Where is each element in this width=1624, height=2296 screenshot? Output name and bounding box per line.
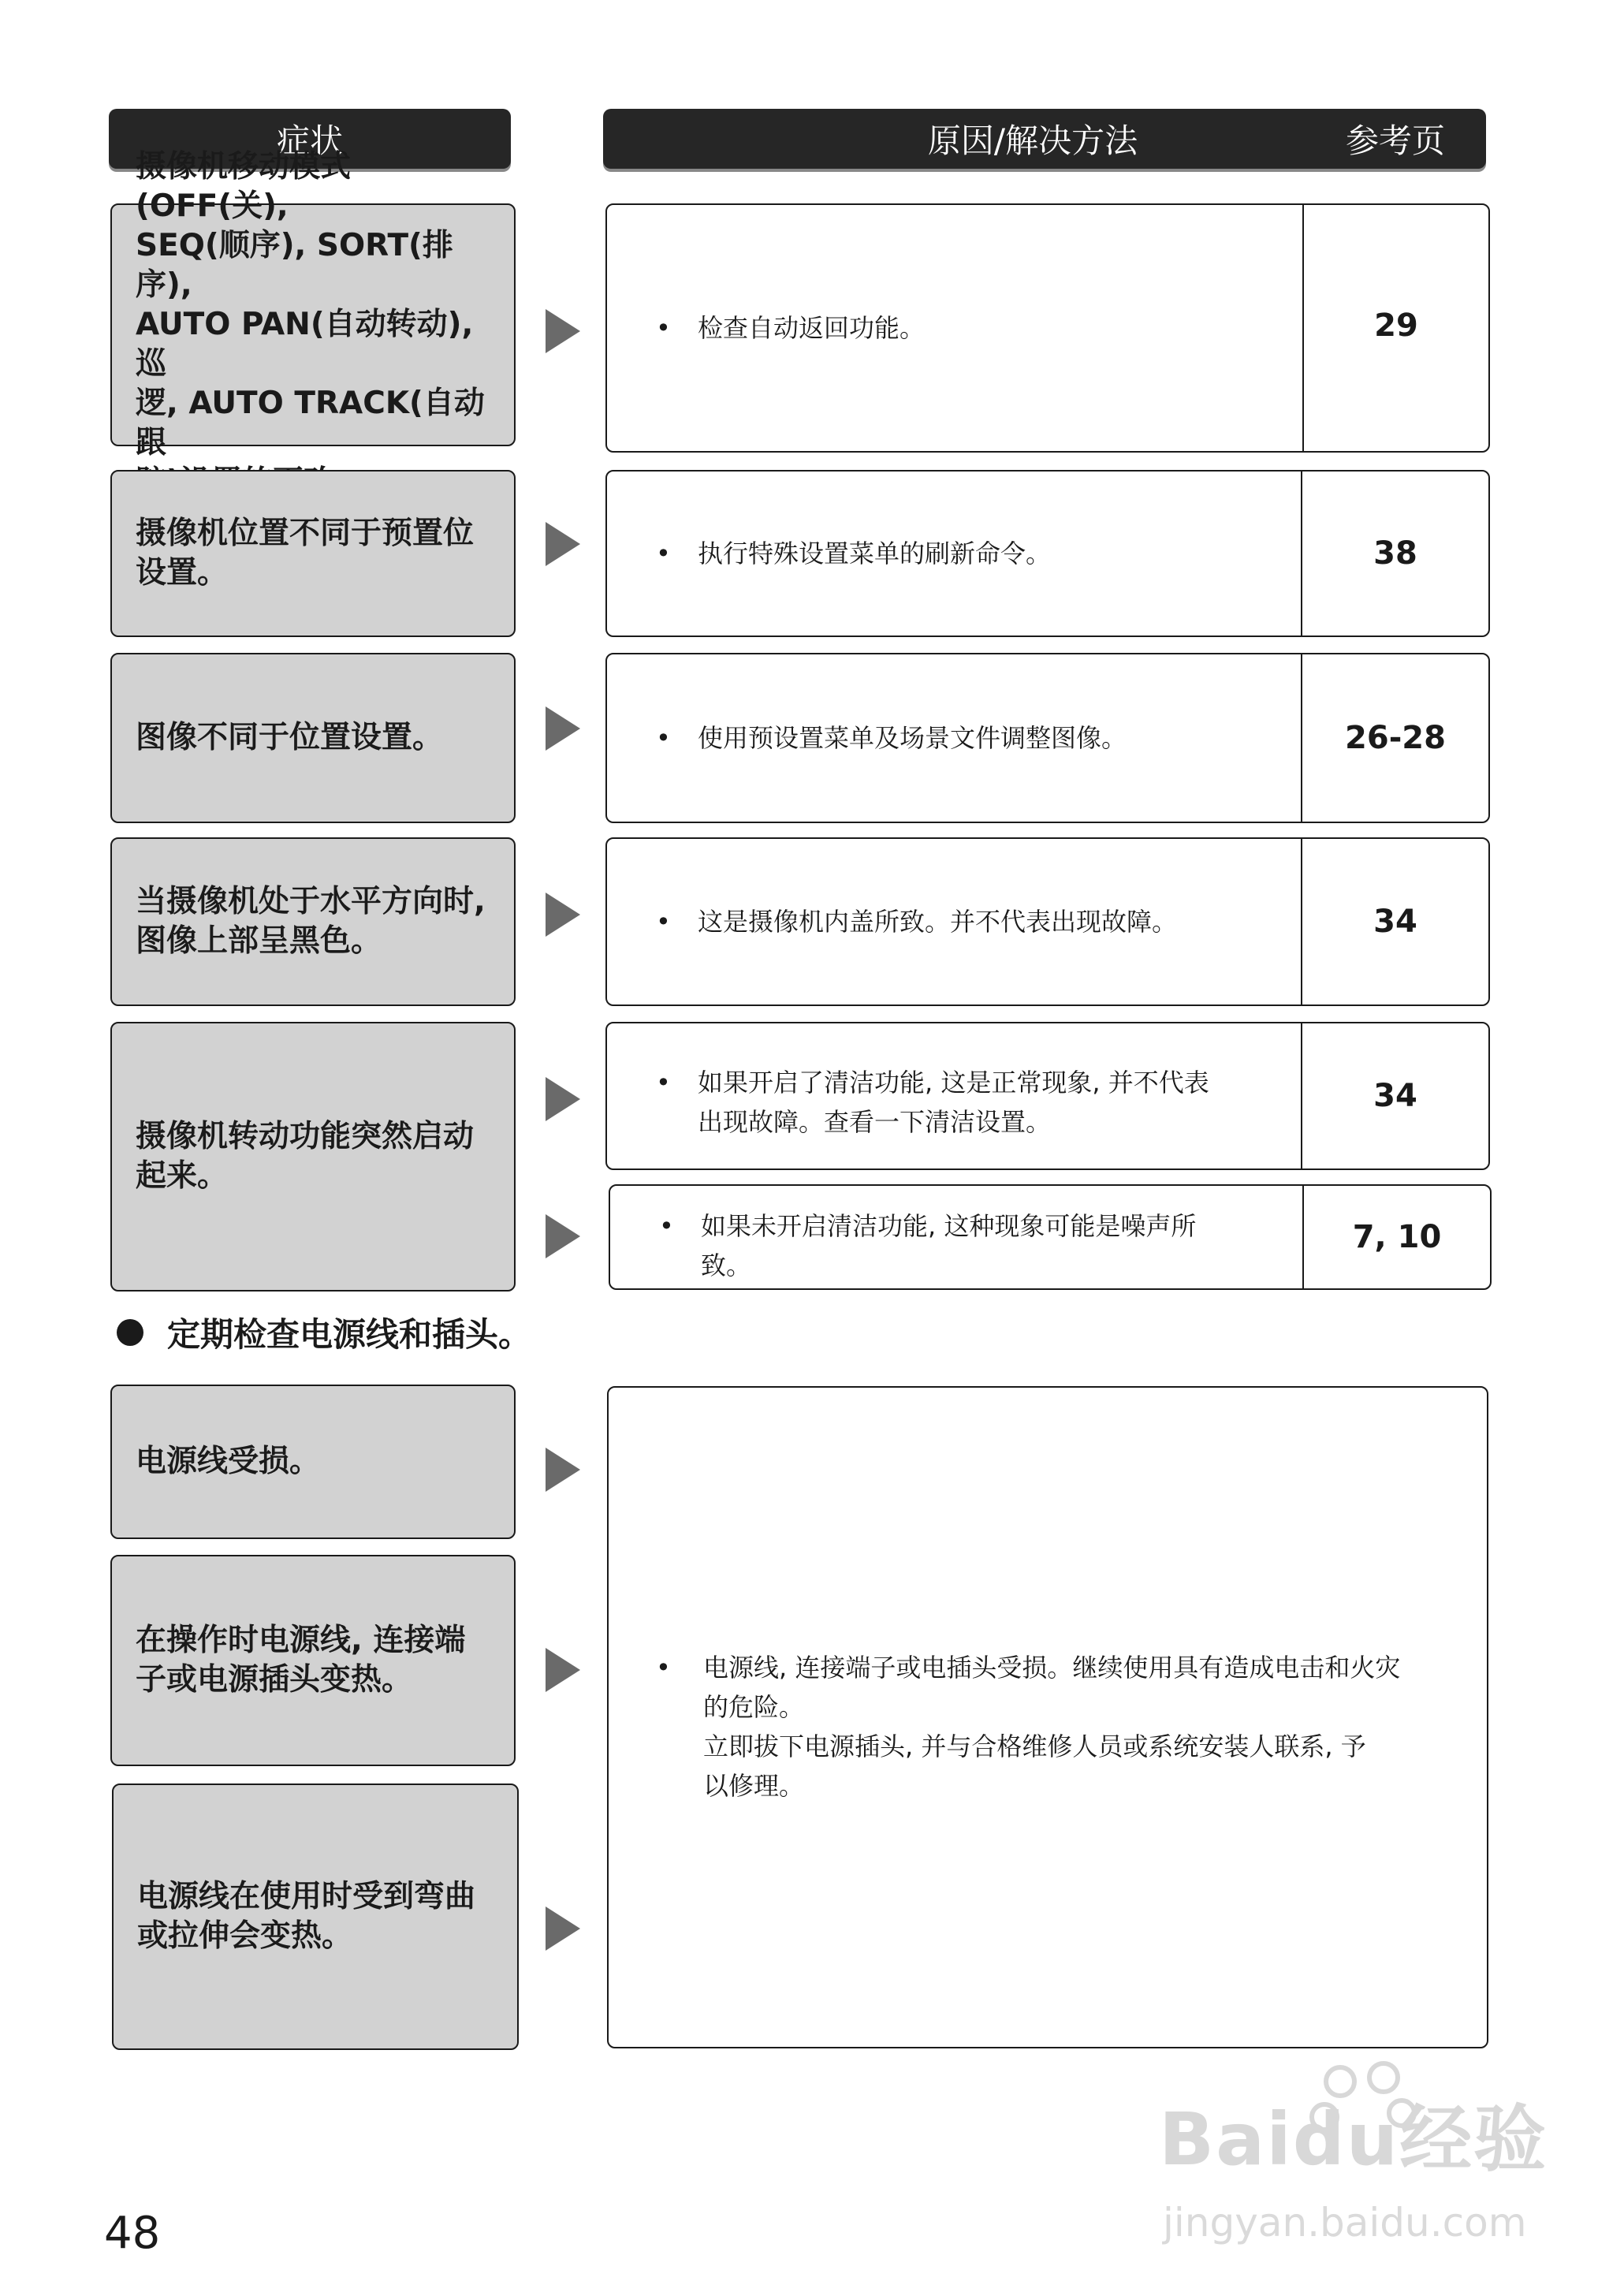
arrow-right-icon — [546, 309, 580, 353]
power-cause-box — [607, 1386, 1488, 2048]
symptom-line: 电源线在使用时受到弯曲 — [137, 1879, 476, 1914]
bullet-icon: • — [656, 1068, 671, 1098]
symptom-box — [110, 1022, 516, 1292]
cause-cell — [610, 1186, 1302, 1288]
cause-text — [654, 1063, 1209, 1142]
cause-box — [605, 470, 1490, 637]
section-title: 定期检查电源线和插头。 — [167, 1315, 532, 1354]
symptom-line: 摄像机位置不同于预置位 — [136, 516, 475, 551]
cause-line: 以修理。 — [703, 1771, 805, 1801]
cause-box — [605, 653, 1490, 823]
cause-text — [657, 1206, 1196, 1285]
cause-line: 的危险。 — [703, 1692, 805, 1722]
arrow-right-icon — [546, 1077, 580, 1121]
watermark-logo: Baidu经验 — [1159, 2097, 1548, 2182]
cause-cell — [607, 654, 1301, 822]
cause-cell — [607, 839, 1301, 1004]
watermark-url: jingyan.baidu.com — [1163, 2200, 1527, 2246]
symptom-box — [112, 1784, 519, 2050]
cause-line: 如果未开启清洁功能, 这种现象可能是噪声所 — [701, 1211, 1197, 1241]
bullet-icon: • — [656, 539, 671, 568]
bullet-icon: • — [656, 313, 671, 343]
symptom-line: AUTO PAN(自动转动), 巡 — [136, 307, 474, 382]
symptom-line: 图像上部呈黑色。 — [136, 923, 382, 959]
cause-text: 这是摄像机内盖所致。并不代表出现故障。 — [698, 907, 1178, 937]
ref-cell: 29 — [1302, 205, 1488, 451]
arrow-right-icon — [546, 893, 580, 937]
cause-box — [609, 1184, 1492, 1290]
arrow-right-icon — [546, 1214, 580, 1258]
symptom-box — [110, 470, 516, 637]
section-heading — [117, 1309, 531, 1356]
symptom-line: 或拉伸会变热。 — [137, 1918, 353, 1954]
arrow-right-icon — [546, 1648, 580, 1692]
cause-cell — [607, 472, 1301, 636]
ref-cell: 34 — [1301, 1023, 1488, 1168]
arrow-right-icon — [546, 1448, 580, 1492]
symptom-line: 摄像机转动功能突然启动 — [136, 1119, 475, 1154]
ref-header-label: 参考页 — [1345, 121, 1445, 160]
bullet-icon: • — [656, 1653, 671, 1683]
ref-cell: 38 — [1301, 472, 1488, 636]
symptom-line: 图像不同于位置设置。 — [136, 720, 444, 755]
symptom-line: 起来。 — [136, 1158, 229, 1194]
cause-box — [605, 1022, 1490, 1170]
cause-line: 出现故障。查看一下清洁设置。 — [698, 1107, 1052, 1137]
symptom-box — [110, 149, 516, 460]
symptom-line: 设置。 — [136, 555, 229, 591]
symptom-box — [110, 653, 516, 823]
symptom-box — [110, 837, 516, 1006]
cause-header-label: 原因/解决方法 — [927, 121, 1138, 160]
ref-cell: 7, 10 — [1302, 1186, 1490, 1288]
ref-cell: 34 — [1301, 839, 1488, 1004]
cause-box — [605, 203, 1490, 453]
arrow-right-icon — [546, 1906, 580, 1951]
arrow-right-icon — [546, 522, 580, 566]
bullet-icon: • — [659, 1211, 674, 1241]
symptom-line: 逻, AUTO TRACK(自动跟 — [136, 386, 485, 460]
cause-box — [605, 837, 1490, 1006]
bullet-icon: • — [656, 907, 671, 937]
cause-cell — [607, 1023, 1301, 1168]
cause-line: 电源线, 连接端子或电插头受损。继续使用具有造成电击和火灾 — [703, 1653, 1401, 1683]
cause-text: 检查自动返回功能。 — [698, 313, 926, 343]
symptom-line: 子或电源插头变热。 — [136, 1662, 413, 1698]
cause-cell — [607, 205, 1302, 451]
symptom-line: 当摄像机处于水平方向时, — [136, 884, 486, 919]
symptom-line: 在操作时电源线, 连接端 — [136, 1623, 466, 1658]
bullet-icon: • — [656, 723, 671, 753]
power-cause-text — [703, 1648, 1460, 1806]
page-number: 48 — [104, 2208, 161, 2259]
cause-text: 执行特殊设置菜单的刷新命令。 — [698, 539, 1052, 568]
cause-line: 立即拔下电源插头, 并与合格维修人员或系统安装人联系, 予 — [703, 1731, 1366, 1761]
cause-line: 致。 — [701, 1250, 752, 1280]
symptom-box — [110, 1385, 516, 1539]
symptom-line: 电源线受损。 — [136, 1444, 321, 1479]
cause-line: 如果开启了清洁功能, 这是正常现象, 并不代表 — [698, 1068, 1209, 1098]
symptom-header-label: 症状 — [276, 121, 343, 160]
ref-cell: 26-28 — [1301, 654, 1488, 822]
cause-header — [603, 109, 1486, 169]
symptom-line: 摄像机移动模式(OFF(关), — [136, 149, 352, 224]
circle-bullet-icon — [117, 1319, 143, 1346]
symptom-line: SEQ(顺序), SORT(排序), — [136, 228, 453, 303]
symptom-box — [110, 1555, 516, 1766]
arrow-right-icon — [546, 706, 580, 751]
cause-text: 使用预设置菜单及场景文件调整图像。 — [698, 723, 1127, 753]
